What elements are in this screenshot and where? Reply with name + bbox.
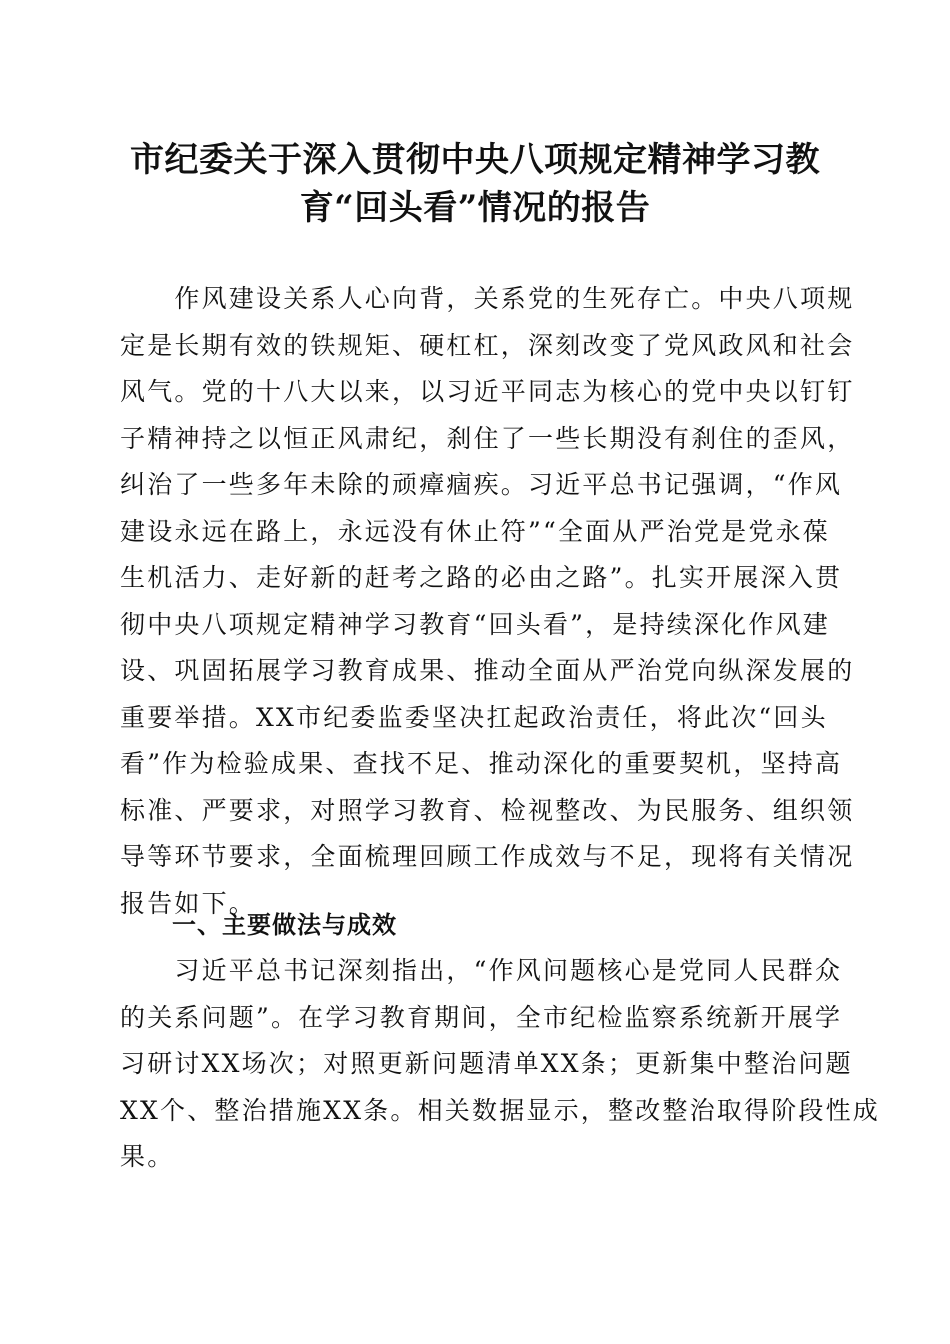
paragraph-line: 生机活力、走好新的赶考之路的必由之路”。扎实开展深入贯 (120, 563, 843, 592)
paragraph-line: 子精神持之以恒正风肃纪，刹住了一些长期没有刹住的歪风， (120, 423, 855, 453)
document-title (110, 136, 840, 232)
paragraph-line: 纠治了一些多年未除的顽瘴痼疾。习近平总书记强调，“作风 (120, 470, 843, 499)
paragraph-line: 定是长期有效的铁规矩、硬杠杠，深刻改变了党风政风和社会 (120, 330, 855, 360)
paragraph-line: 作风建设关系人心向背，关系党的生死存亡。中央八项规 (120, 284, 855, 313)
paragraph-line: 设、巩固拓展学习教育成果、推动全面从严治党向纵深发展的 (120, 656, 855, 685)
section-heading: 一、主要做法与成效 (172, 911, 397, 939)
intro-paragraph (120, 276, 855, 927)
paragraph-line: 的关系问题”。在学习教育期间，全市纪检监察系统新开展学 (120, 1002, 843, 1032)
paragraph-line: 果。 (120, 1142, 175, 1171)
paragraph-line: 风气。党的十八大以来，以习近平同志为核心的党中央以钉钉 (120, 377, 855, 406)
paragraph-line: 建设永远在路上，永远没有休止符”“全面从严治党是党永葆 (120, 516, 830, 546)
paragraph-line: 习近平总书记深刻指出，“作风问题核心是党同人民群众 (120, 956, 843, 985)
paragraph-line: 习研讨XX场次；对照更新问题清单XX条；更新集中整治问题 (120, 1049, 853, 1078)
paragraph-line: 重要举措。XX市纪委监委坚决扛起政治责任，将此次“回头 (120, 702, 828, 732)
paragraph-line: XX个、整治措施XX条。相关数据显示，整改整治取得阶段性成 (120, 1095, 880, 1125)
paragraph-line: 看”作为检验成果、查找不足、推动深化的重要契机，坚持高 (120, 749, 843, 778)
title-line-1: 市纪委关于深入贯彻中央八项规定精神学习教 (130, 140, 820, 180)
paragraph-line: 标准、严要求，对照学习教育、检视整改、为民服务、组织领 (120, 795, 855, 825)
paragraph-line: 导等环节要求，全面梳理回顾工作成效与不足，现将有关情况 (120, 842, 855, 871)
title-line-2: 育“回头看”情况的报告 (299, 188, 651, 228)
paragraph-line: 彻中央八项规定精神学习教育“回头看”，是持续深化作风建 (120, 609, 830, 639)
paragraph-line: 报告如下。 (120, 888, 257, 918)
section1-paragraph (120, 948, 880, 1181)
